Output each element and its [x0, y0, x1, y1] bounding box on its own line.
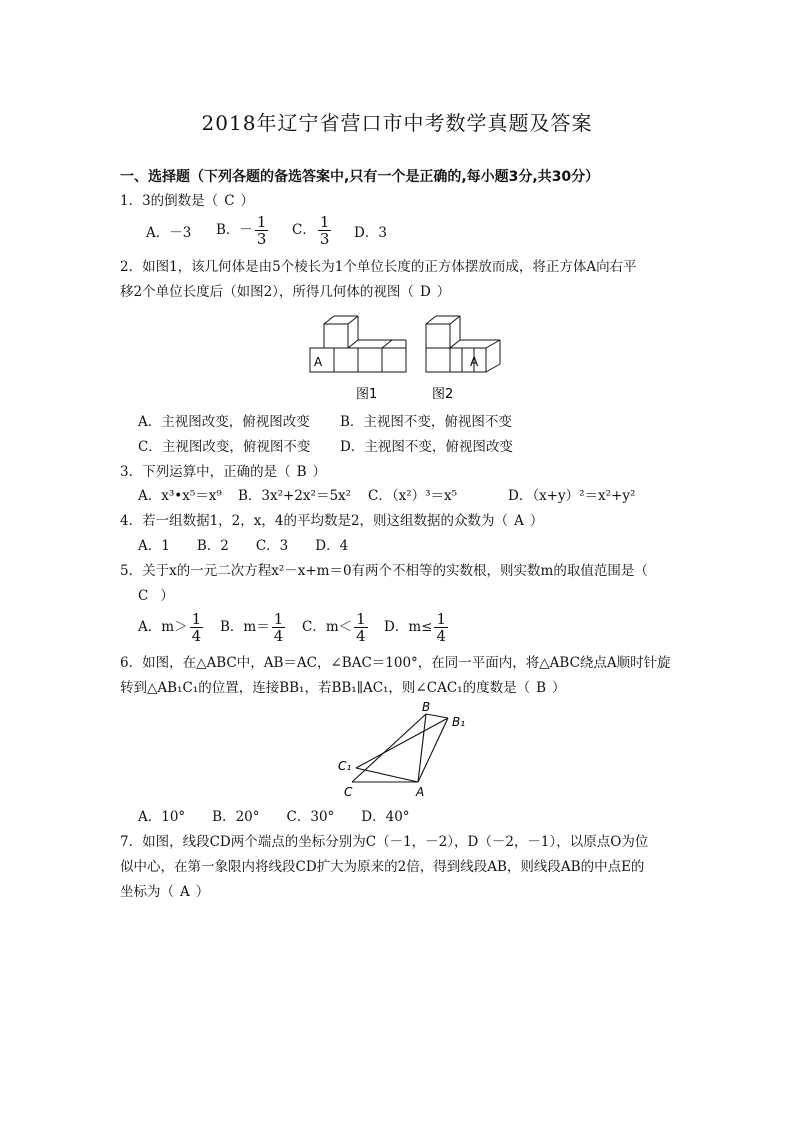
- fraction: $\frac{1}{3}$: [319, 213, 330, 248]
- figure-1-label: 图1: [356, 387, 378, 402]
- question-3-stem: 3．下列运算中，正确的是（ B ）: [120, 464, 327, 480]
- label-b: B: [422, 700, 431, 714]
- option-c: C． $\frac{1}{3}$: [292, 213, 330, 248]
- label-a: A: [416, 785, 425, 799]
- answer: B: [536, 680, 546, 696]
- question-1-stem: 1．3的倒数是（ C ）: [120, 193, 255, 209]
- option-b: B．－ $\frac{1}{3}$: [216, 213, 267, 248]
- question-2-line-2: 移2个单位长度后（如图2），所得几何体的视图（ D ）: [120, 284, 451, 300]
- figure-2-label: 图2: [432, 387, 454, 402]
- option-d: D．（x+y）²＝x²+y²: [508, 488, 636, 504]
- option-c: C．（x²）³＝x⁵: [368, 488, 458, 504]
- page-title: 2018年辽宁省营口市中考数学真题及答案: [201, 111, 593, 135]
- option-d: D．m≤ $\frac{1}{4}$: [384, 610, 446, 645]
- answer: C: [138, 588, 149, 604]
- answer: B: [296, 464, 307, 480]
- option-b: B．3x²+2x²＝5x²: [238, 488, 352, 504]
- fraction: $\frac{1}{4}$: [191, 610, 202, 645]
- question-2-line-1: 2．如图1，该几何体是由5个棱长为1个单位长度的正方体摆放而成，将正方体A向右平: [120, 259, 637, 275]
- option-a: A．m＞ $\frac{1}{4}$: [138, 610, 202, 645]
- question-5-line-2: C ）: [138, 588, 174, 604]
- cube-label-a: A: [314, 355, 323, 369]
- fraction: $\frac{1}{4}$: [436, 610, 446, 645]
- question-6-line-2: 转到△AB₁C₁的位置，连接BB₁，若BB₁∥AC₁，则∠CAC₁的度数是（ B ）: [120, 680, 566, 696]
- answer: A: [514, 513, 524, 529]
- question-7-line-2: 似中心，在第一象限内将线段CD扩大为原来的2倍，得到线段AB，则线段AB的中点E的: [120, 859, 645, 875]
- question-5-line-1: 5．关于x的一元二次方程x²－x+m＝0有两个不相等的实数根，则实数m的取值范围是（: [120, 563, 648, 579]
- question-4-stem: 4．若一组数据1，2，x，4的平均数是2，则这组数据的众数为（ A ）: [120, 513, 544, 529]
- label-b1: B₁: [452, 715, 466, 729]
- option-a: A．主视图改变，俯视图改变: [138, 414, 310, 430]
- figure-1-cubes: [310, 316, 406, 372]
- fraction: $\frac{1}{4}$: [273, 610, 284, 645]
- label-c1: C₁: [338, 759, 352, 773]
- fraction: $\frac{1}{3}$: [256, 213, 267, 248]
- question-6-line-1: 6．如图，在△ABC中，AB＝AC，∠BAC＝100°，在同一平面内，将△ABC绕点A顺时针旋: [120, 655, 671, 671]
- answer: D: [419, 284, 431, 300]
- label-c: C: [344, 785, 353, 799]
- option-c: C．主视图改变，俯视图不变: [138, 439, 311, 455]
- option-c: C．m＜ $\frac{1}{4}$: [302, 610, 366, 645]
- option-b: B．主视图不变，俯视图不变: [340, 414, 512, 430]
- section-heading: 一、选择题（下列各题的备选答案中,只有一个是正确的,每小题3分,共30分）: [120, 169, 600, 185]
- option-d: D．主视图不变，俯视图改变: [340, 439, 513, 455]
- cube-figures: [300, 308, 520, 403]
- cube-label-a: A: [470, 355, 479, 369]
- triangle-figure: [330, 700, 480, 800]
- question-4-options: A．1 B．2 C．3 D．4: [138, 538, 349, 554]
- answer: C: [224, 193, 235, 209]
- answer: A: [180, 884, 190, 900]
- option-b: B．m＝ $\frac{1}{4}$: [220, 610, 284, 645]
- fraction: $\frac{1}{4}$: [356, 610, 366, 645]
- option-a: A．－3: [146, 225, 192, 241]
- question-6-options: A．10° B．20° C．30° D．40°: [138, 809, 410, 825]
- question-7-line-3: 坐标为（ A ）: [120, 884, 210, 900]
- option-a: A．x³•x⁵＝x⁹: [138, 488, 222, 504]
- option-d: D．3: [354, 225, 387, 241]
- question-7-line-1: 7．如图，线段CD两个端点的坐标分别为C（－1，－2），D（－2，－1），以原点O为位: [120, 834, 649, 850]
- figure-2-cubes: [426, 316, 500, 372]
